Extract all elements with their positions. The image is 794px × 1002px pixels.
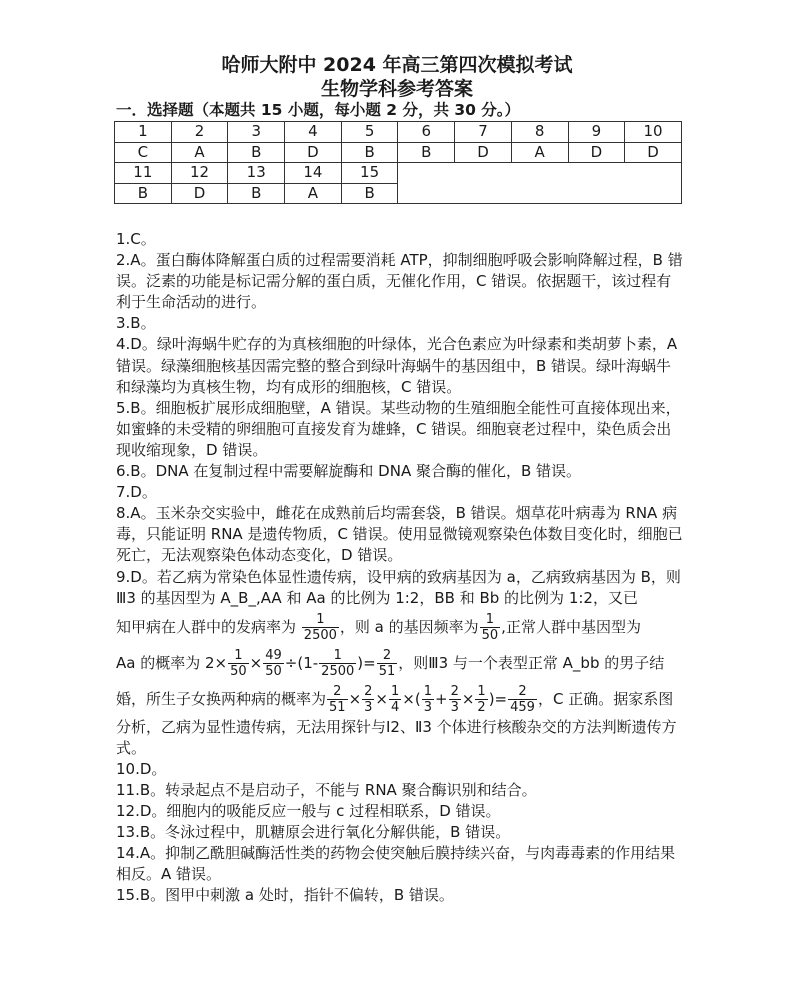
answer-cell: D [171,183,228,204]
explanation-q12: 12.D。细胞内的吸能反应一般与 c 过程相联系，D 错误。 [116,802,501,821]
q9-text: × [375,689,388,708]
fraction [508,684,537,715]
question-number: 14 [285,163,342,184]
explanation-q3: 3.B。 [116,314,156,333]
explanation-q1: 1.C。 [116,230,156,248]
q9-text: ，则 a 的基因频率为 [339,617,479,636]
q9-text: ，C 正确。据家系图 [537,689,674,708]
q9-text: ，则Ⅲ3 与一个表型正常 A_bb 的男子结 [398,653,665,672]
fraction [480,612,501,643]
q9-text: ×( [402,689,421,708]
fraction [422,684,434,715]
answer-cell: B [115,183,172,204]
numerator: 2 [327,684,348,700]
fraction [362,684,374,715]
question-number: 2 [171,122,228,143]
explanation-q10: 10.D。 [116,759,167,778]
question-number: 4 [285,122,342,143]
numerator: 2 [450,683,459,699]
q9-text: ÷(1- [284,653,319,672]
q9-text: 9.D。若乙病为常染色体显性遗传病，设甲病的致病基因为 a，乙病致病基因为 B，则Ⅲ3 的基因型为 A_B_,AA 和 Aa 的比例为 1:2，BB 和 Bb 的比例为 1:2，又已 [116,567,681,607]
question-number: 12 [171,163,228,184]
explanation-q9 [116,567,686,609]
answer-cell: D [285,142,342,163]
q9-line [116,645,686,681]
fraction [228,648,249,679]
denominator: 4 [391,699,400,715]
q9-line [116,609,686,645]
explanation-q14: 14.A。抑制乙酰胆碱酶活性类的药物会使突触后膜持续兴奋，与肉毒毒素的作用结果相反。A 错误。 [116,844,676,884]
q9-text: 婚，所生子女换两种病的概率为 [116,689,327,708]
question-number: 1 [115,122,172,143]
denominator: 3 [423,699,432,715]
numerator: 1 [480,612,501,628]
numerator: 1 [477,683,486,699]
answer-cell: B [228,142,285,163]
numerator: 49 [265,647,282,663]
numerator: 1 [302,612,339,628]
denominator: 50 [265,663,282,679]
explanation-q11: 11.B。转录起点不是启动子，不能与 RNA 聚合酶识别和结合。 [116,780,537,799]
denominator: 2500 [303,627,337,643]
q9-text: ,正常人群中基因型为 [501,617,641,636]
question-number: 8 [511,122,568,143]
explanation-q13: 13.B。冬泳过程中，肌糖原会进行氧化分解供能，B 错误。 [116,823,511,842]
q9-text: × [249,653,263,672]
denominator: 2500 [321,663,355,679]
page-title: 哈师大附中 2024 年高三第四次模拟考试 [221,54,573,76]
answer-cell: B [398,142,455,163]
table-row [115,142,682,163]
explanation-q2: 2.A。蛋白酶体降解蛋白质的过程需要消耗 ATP，抑制细胞呼吸会影响降解过程，B 错误。泛素的功能是标记需分解的蛋白质，无催化作用，C 错误。依据题干，该过程有利于生命活动的进行。 [116,251,683,312]
denominator: 50 [481,627,499,643]
q9-text: )= [357,653,376,672]
question-number: 5 [341,122,398,143]
fraction [389,684,401,715]
answer-cell: A [285,183,342,204]
denominator: 3 [450,699,459,715]
answer-cell: D [568,142,625,163]
answer-cell: C [115,142,172,163]
fraction [449,684,461,715]
explanation-q6: 6.B。DNA 在复制过程中需要解旋酶和 DNA 聚合酶的催化，B 错误。 [116,462,582,481]
q9-text: × [348,689,362,708]
explanation-q8: 8.A。玉米杂交实验中，雌花在成熟前后均需套袋，B 错误。烟草花叶病毒为 RNA 病毒，只能证明 RNA 是遗传物质，C 错误。使用显微镜观察染色体数目变化时，细胞已死亡，无法观察染色体动态变化，D 错误。 [116,504,683,565]
denominator: 51 [378,663,396,679]
numerator: 2 [377,648,398,664]
fraction [302,612,339,643]
section-heading: 一．选择题（本题共 15 小题，每小题 2 分，共 30 分。） [116,101,521,119]
q9-line: 分析，乙病为显性遗传病，无法用探针与Ⅰ2、Ⅱ3 个体进行核酸杂交的方法判断遗传方式。 [116,717,677,757]
explanations [116,229,686,907]
empty-cell [398,163,681,204]
fraction [377,648,398,679]
denominator: 50 [230,663,247,679]
numerator: 2 [364,683,373,699]
denominator: 2 [477,699,486,715]
explanation-q15: 15.B。图甲中刺激 a 处时，指针不偏转，B 错误。 [116,886,454,905]
q9-text: )= [488,689,508,708]
denominator: 459 [510,699,535,715]
question-number: 3 [228,122,285,143]
question-number: 13 [228,163,285,184]
fraction [263,648,284,679]
denominator: 3 [364,699,373,715]
numerator: 1 [423,683,432,699]
numerator: 2 [508,684,537,700]
answer-table [114,121,682,204]
answer-cell: A [171,142,228,163]
explanation-q7: 7.D。 [116,483,157,502]
fraction [327,684,348,715]
q9-text: 知甲病在人群中的发病率为 [116,617,297,636]
answer-cell: A [511,142,568,163]
q9-text: Aa 的概率为 2× [116,653,228,672]
numerator: 1 [228,648,249,664]
answer-cell: B [228,183,285,204]
table-row [115,163,682,184]
question-number: 6 [398,122,455,143]
fraction [475,684,487,715]
numerator: 1 [319,648,356,664]
question-number: 9 [568,122,625,143]
q9-text: + [434,689,448,708]
explanation-q5: 5.B。细胞板扩展形成细胞壁，A 错误。某些动物的生殖细胞全能性可直接体现出来，如蜜蜂的未受精的卵细胞可直接发育为雄蜂，C 错误。细胞衰老过程中，染色质会出现收缩现象，D 错误。 [116,398,681,459]
question-number: 11 [115,163,172,184]
fraction [319,648,356,679]
explanation-q4: 4.D。绿叶海蜗牛贮存的为真核细胞的叶绿体，光合色素应为叶绿素和类胡萝卜素，A 错误。绿藻细胞核基因需完整的整合到绿叶海蜗牛的基因组中，B 错误。绿叶海蜗牛和绿藻均为真核生物，均有成形的细胞核，C 错误。 [116,335,678,396]
page-subtitle: 生物学科参考答案 [320,78,473,100]
question-number: 15 [341,163,398,184]
answer-cell: B [341,183,398,204]
q9-text: × [461,689,475,708]
question-number: 10 [625,122,682,143]
denominator: 51 [329,699,346,715]
q9-line [116,681,686,717]
question-number: 7 [455,122,512,143]
answer-cell: D [625,142,682,163]
table-row [115,122,682,143]
numerator: 1 [391,683,400,699]
answer-cell: D [455,142,512,163]
answer-cell: B [341,142,398,163]
